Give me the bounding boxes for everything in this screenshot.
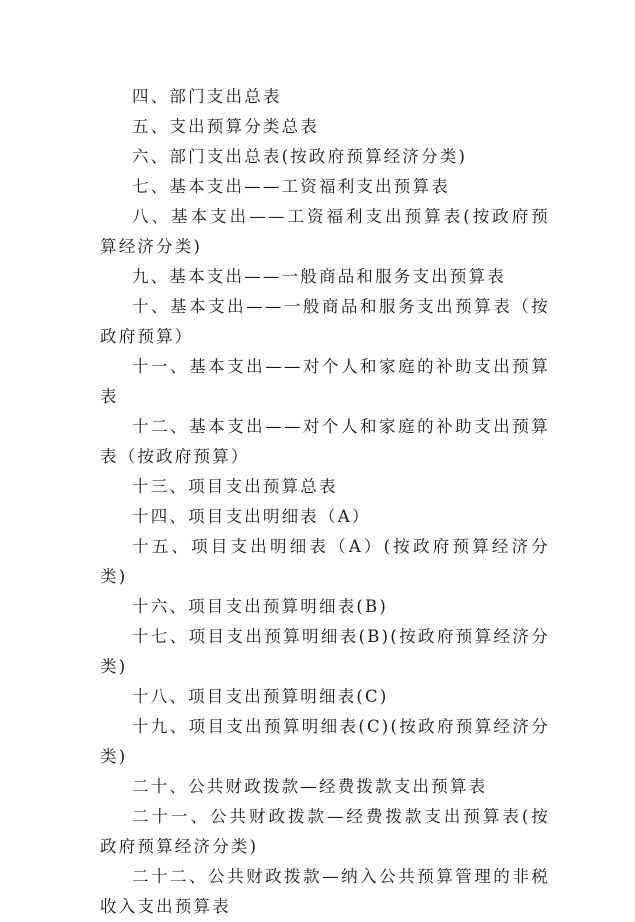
list-item: 十三、项目支出预算总表 xyxy=(132,477,338,496)
table-of-contents xyxy=(100,82,550,922)
list-item: 十八、项目支出预算明细表(C) xyxy=(132,687,389,706)
list-item: 十一、基本支出——对个人和家庭的补助支出预算表 xyxy=(100,357,550,406)
list-item: 二十一、公共财政拨款—经费拨款支出预算表(按政府预算经济分类) xyxy=(100,807,550,856)
list-item: 五、支出预算分类总表 xyxy=(132,117,319,136)
list-item: 六、部门支出总表(按政府预算经济分类) xyxy=(132,147,468,166)
list-item: 十五、项目支出明细表（A）(按政府预算经济分类) xyxy=(100,537,550,586)
list-item: 十二、基本支出——对个人和家庭的补助支出预算表（按政府预算） xyxy=(100,417,550,466)
list-item: 十七、项目支出预算明细表(B)(按政府预算经济分类) xyxy=(100,627,550,676)
list-item: 九、基本支出——一般商品和服务支出预算表 xyxy=(132,267,506,286)
list-item: 二十二、公共财政拨款—纳入公共预算管理的非税收入支出预算表 xyxy=(100,867,550,916)
list-item: 二十、公共财政拨款—经费拨款支出预算表 xyxy=(132,777,488,796)
list-item: 十六、项目支出预算明细表(B) xyxy=(132,597,388,616)
list-item: 四、部门支出总表 xyxy=(132,87,282,106)
list-item: 十四、项目支出明细表（A） xyxy=(132,507,371,526)
list-item: 八、基本支出——工资福利支出预算表(按政府预算经济分类) xyxy=(100,207,550,256)
list-item: 十、基本支出——一般商品和服务支出预算表（按政府预算） xyxy=(100,297,550,346)
list-item: 七、基本支出——工资福利支出预算表 xyxy=(132,177,450,196)
list-item: 十九、项目支出预算明细表(C)(按政府预算经济分类) xyxy=(100,717,550,766)
